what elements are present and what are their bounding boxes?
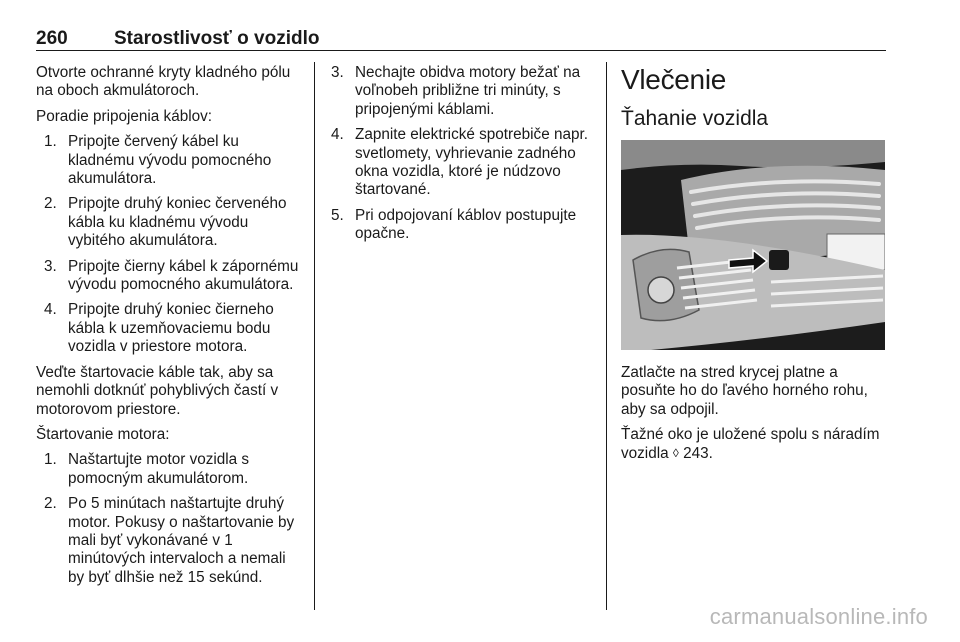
start-steps-list [36,451,304,587]
column-3 [621,64,887,470]
list-item: 2. Po 5 minútach naštartujte druhý motor. Pokusy o naštartovanie by mali byť vykonávané v 1 minútových intervaloch a nemali by byť dlhšie než 15 sekúnd. [44,495,295,586]
column-divider-1 [314,62,315,610]
list-item: 4. Zapnite elektrické spotrebiče napr. svetlomety, vyhrievanie zadného okna vozidla, ktoré je núdzovo štartované. [331,126,588,199]
watermark: carmanualsonline.info [709,604,928,629]
page-header [36,28,886,52]
reference-page[interactable]: 243. [683,444,713,462]
page-ref-arrow-icon: ◊ [672,445,679,460]
column-divider-2 [606,62,607,610]
column-2 [331,64,593,251]
connect-steps-list [36,133,304,356]
column-1 [36,64,304,594]
figure-caption: Zatlačte na stred krycej platne a posuňte ho do ľavého horného rohu, aby sa odpojil. [621,364,868,418]
list-item: 1. Naštartujte motor vozidla s pomocným akumulátorom. [44,451,250,487]
page-number: 260 [36,28,68,49]
intro-text: Otvorte ochranné kryty kladného pólu na oboch akmulátoroch. [36,64,291,100]
page-title: Starostlivosť o vozidlo [114,28,320,49]
tow-eye-reference: Ťažné oko je uložené spolu s náradím vozidla ◊ 243. [621,426,880,462]
start-label: Štartovanie motora: [36,425,170,443]
list-item: 5. Pri odpojovaní káblov postupujte opačne. [331,206,577,243]
list-item: 3. Pripojte čierny kábel k zápornému vývodu pomocného akumulátora. [44,257,299,294]
subsection-heading: Ťahanie vozidla [621,107,769,130]
list-item: 2. Pripojte druhý koniec červeného kábla ku kladnému vývodu vybitého akumulátora. [44,195,287,250]
list-item: 3. Nechajte obidva motory bežať na voľnobeh približne tri minúty, s pripojenými káblami. [331,64,581,118]
header-rule [36,50,886,51]
front-bumper-illustration [621,140,885,350]
cable-note: Veďte štartovacie káble tak, aby sa nemohli dotknúť pohyblivých častí v motorovom priestore. [36,363,279,418]
steps-list [331,64,593,244]
order-label: Poradie pripojenia káblov: [36,107,213,125]
list-item: 1. Pripojte červený kábel ku kladnému vývodu pomocného akumulátora. [44,133,272,188]
list-item: 4. Pripojte druhý koniec čierneho kábla k uzemňovaciemu bodu vozidla v priestore motora. [44,301,274,356]
section-heading: Vlečenie [621,64,727,95]
